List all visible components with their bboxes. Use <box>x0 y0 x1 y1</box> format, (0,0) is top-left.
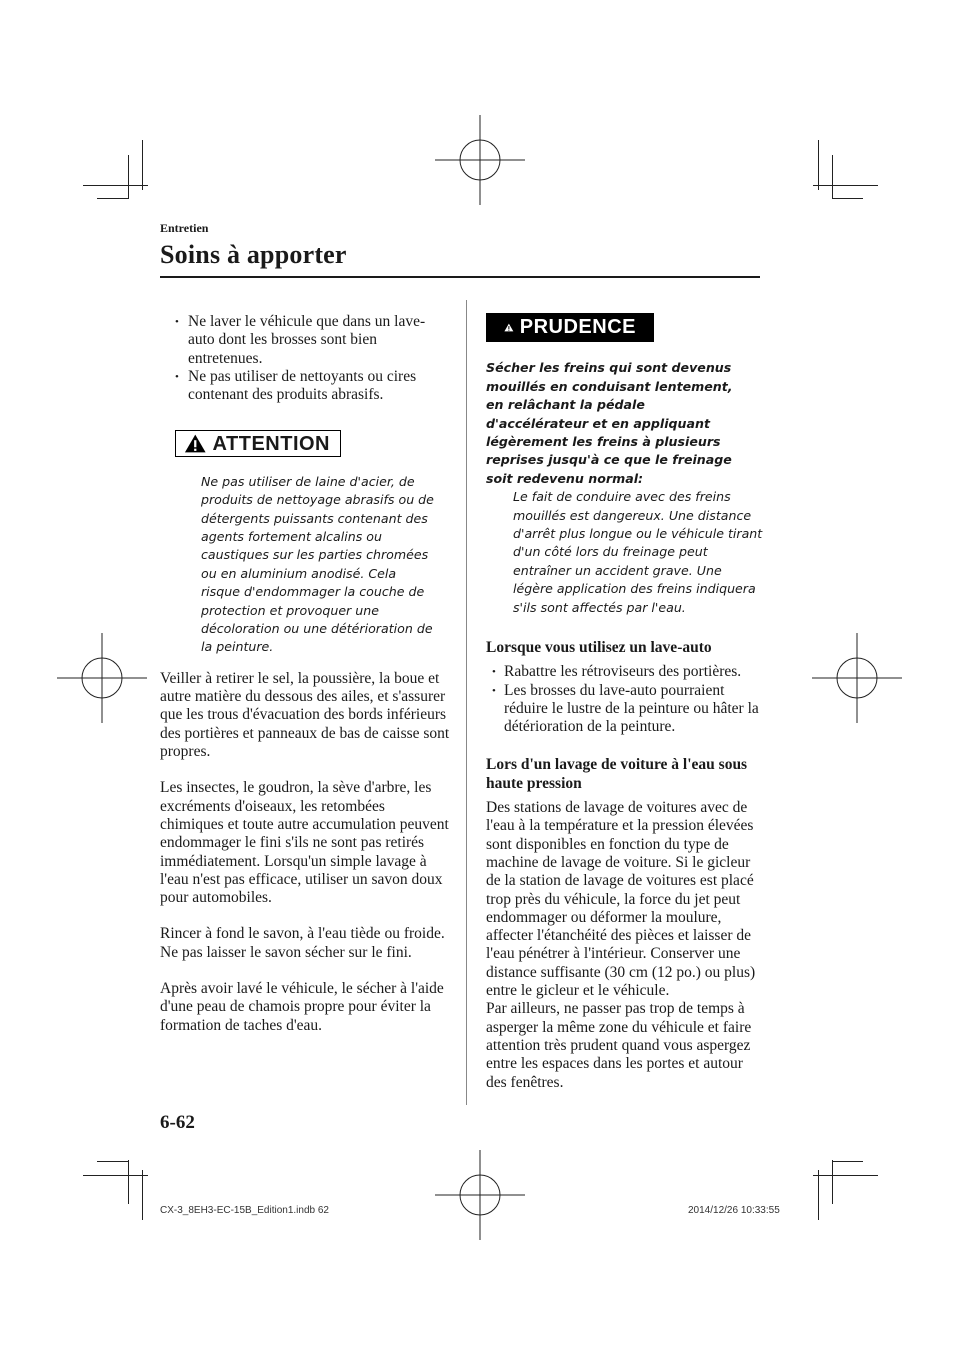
section-label: Entretien <box>160 221 209 235</box>
list-item: • Rabattre les rétroviseurs des portières. <box>486 663 761 681</box>
crop-mark <box>142 140 143 190</box>
bullet-list <box>160 313 450 404</box>
crop-mark <box>832 155 833 199</box>
warning-triangle-icon <box>504 317 514 338</box>
prudence-badge <box>486 313 654 342</box>
paragraph: Des stations de lavage de voitures avec de l'eau à la température et la pression élevées sont disponibles en fonction du type de machine de lavage de voiture. Si le gicleur de la station de lavage de voitures est placé trop près du véhicule, la force du jet peut endommager ou déformer la moulure, affecter l'étanchéité des pièces et laisser de l'eau pénétrer à l'intérieur. Conserver une distance suffisante (30 cm (12 po.) ou plus) entre le gicleur et le véhicule. <box>486 799 756 1000</box>
right-column <box>486 313 761 1092</box>
prudence-text: Le fait de conduire avec des freins mouillés est dangereux. Une distance d'arrêt plus longue ou le véhicule tirant d'un côté lors du freinage peut entraîner un accident grave. Une légère application des freins indiquera s'ils sont affectés par l'eau. <box>513 489 763 615</box>
registration-mark-bottom <box>435 1150 525 1240</box>
crop-mark <box>813 1175 878 1176</box>
file-label: CX-3_8EH3-EC-15B_Edition1.indb 62 <box>160 1205 329 1216</box>
paragraph: Après avoir lavé le véhicule, le sécher à l'aide d'une peau de chamois propre pour éviter la formation de taches d'eau. <box>160 980 444 1034</box>
page-title: Soins à apporter <box>160 240 347 269</box>
paragraph: Les insectes, le goudron, la sève d'arbre, les excréments d'oiseaux, les retombées chimiques et toute autre accumulation peuvent endommager le fini s'ils ne sont pas retirés immédiatement. Lorsqu'un simple lavage à l'eau n'est pas efficace, utiliser un savon doux pour automobiles. <box>160 779 449 907</box>
crop-mark <box>83 1175 148 1176</box>
registration-mark-top <box>435 115 525 205</box>
page-number: 6-62 <box>160 1112 195 1133</box>
crop-mark <box>832 1160 833 1204</box>
list-item: • Les brosses du lave-auto pourraient réduire le lustre de la peinture ou hâter la détérioration de la peinture. <box>486 682 761 737</box>
registration-mark-left <box>57 633 147 723</box>
prudence-label: PRUDENCE <box>519 316 636 339</box>
crop-mark <box>813 185 878 186</box>
crop-mark <box>818 140 819 190</box>
warning-triangle-icon <box>184 433 207 454</box>
left-column <box>160 313 450 1035</box>
crop-mark <box>128 155 129 199</box>
crop-mark <box>142 1170 143 1220</box>
list-item: • Ne pas utiliser de nettoyants ou cires contenant des produits abrasifs. <box>160 368 450 405</box>
paragraph: Veiller à retirer le sel, la poussière, la boue et autre matière du dessous des ailes, et s'assurer que les trous d'évacuation des bords inférieurs des portières et panneaux de bas de caisse sont propres. <box>160 669 450 761</box>
prudence-heading: Sécher les freins qui sont devenus mouillés en conduisant lentement, en relâchant la pédale d'accélérateur et en appliquant légèrement les freins à plusieurs reprises jusqu'à ce que le freinage soit redevenu normal: <box>486 360 733 486</box>
registration-mark-right <box>812 633 902 723</box>
section-heading: Lors d'un lavage de voiture à l'eau sous haute pression <box>486 756 748 792</box>
crop-mark <box>83 185 148 186</box>
title-rule <box>160 276 760 278</box>
crop-mark <box>128 1160 129 1204</box>
bullet-list <box>486 663 761 736</box>
paragraph: Par ailleurs, ne passer pas trop de temps à asperger la même zone du véhicule et faire attention très prudent quand vous aspergez entre les espaces dans les portes et autour des fenêtres. <box>486 1000 752 1091</box>
section-heading: Lorsque vous utilisez un lave-auto <box>486 638 712 656</box>
attention-badge <box>175 430 341 457</box>
timestamp: 2014/12/26 10:33:55 <box>688 1205 780 1216</box>
list-item: • Ne laver le véhicule que dans un lave-auto dont les brosses sont bien entretenues. <box>160 313 450 368</box>
attention-text: Ne pas utiliser de laine d'acier, de produits de nettoyage abrasifs ou de détergents puissants contenant des agents fortement alcalins ou caustiques sur les parties chromées ou en aluminium anodisé. Cela risque d'endommager la couche de protection et provoquer une décoloration ou une détérioration de la peinture. <box>201 473 434 655</box>
crop-mark <box>832 1161 863 1162</box>
crop-mark <box>97 1161 128 1162</box>
attention-label: ATTENTION <box>212 432 330 455</box>
paragraph: Rincer à fond le savon, à l'eau tiède ou froide. Ne pas laisser le savon sécher sur le fini. <box>160 925 445 961</box>
crop-mark <box>832 198 863 199</box>
crop-mark <box>818 1170 819 1220</box>
column-divider <box>466 300 467 1105</box>
crop-mark <box>97 198 128 199</box>
